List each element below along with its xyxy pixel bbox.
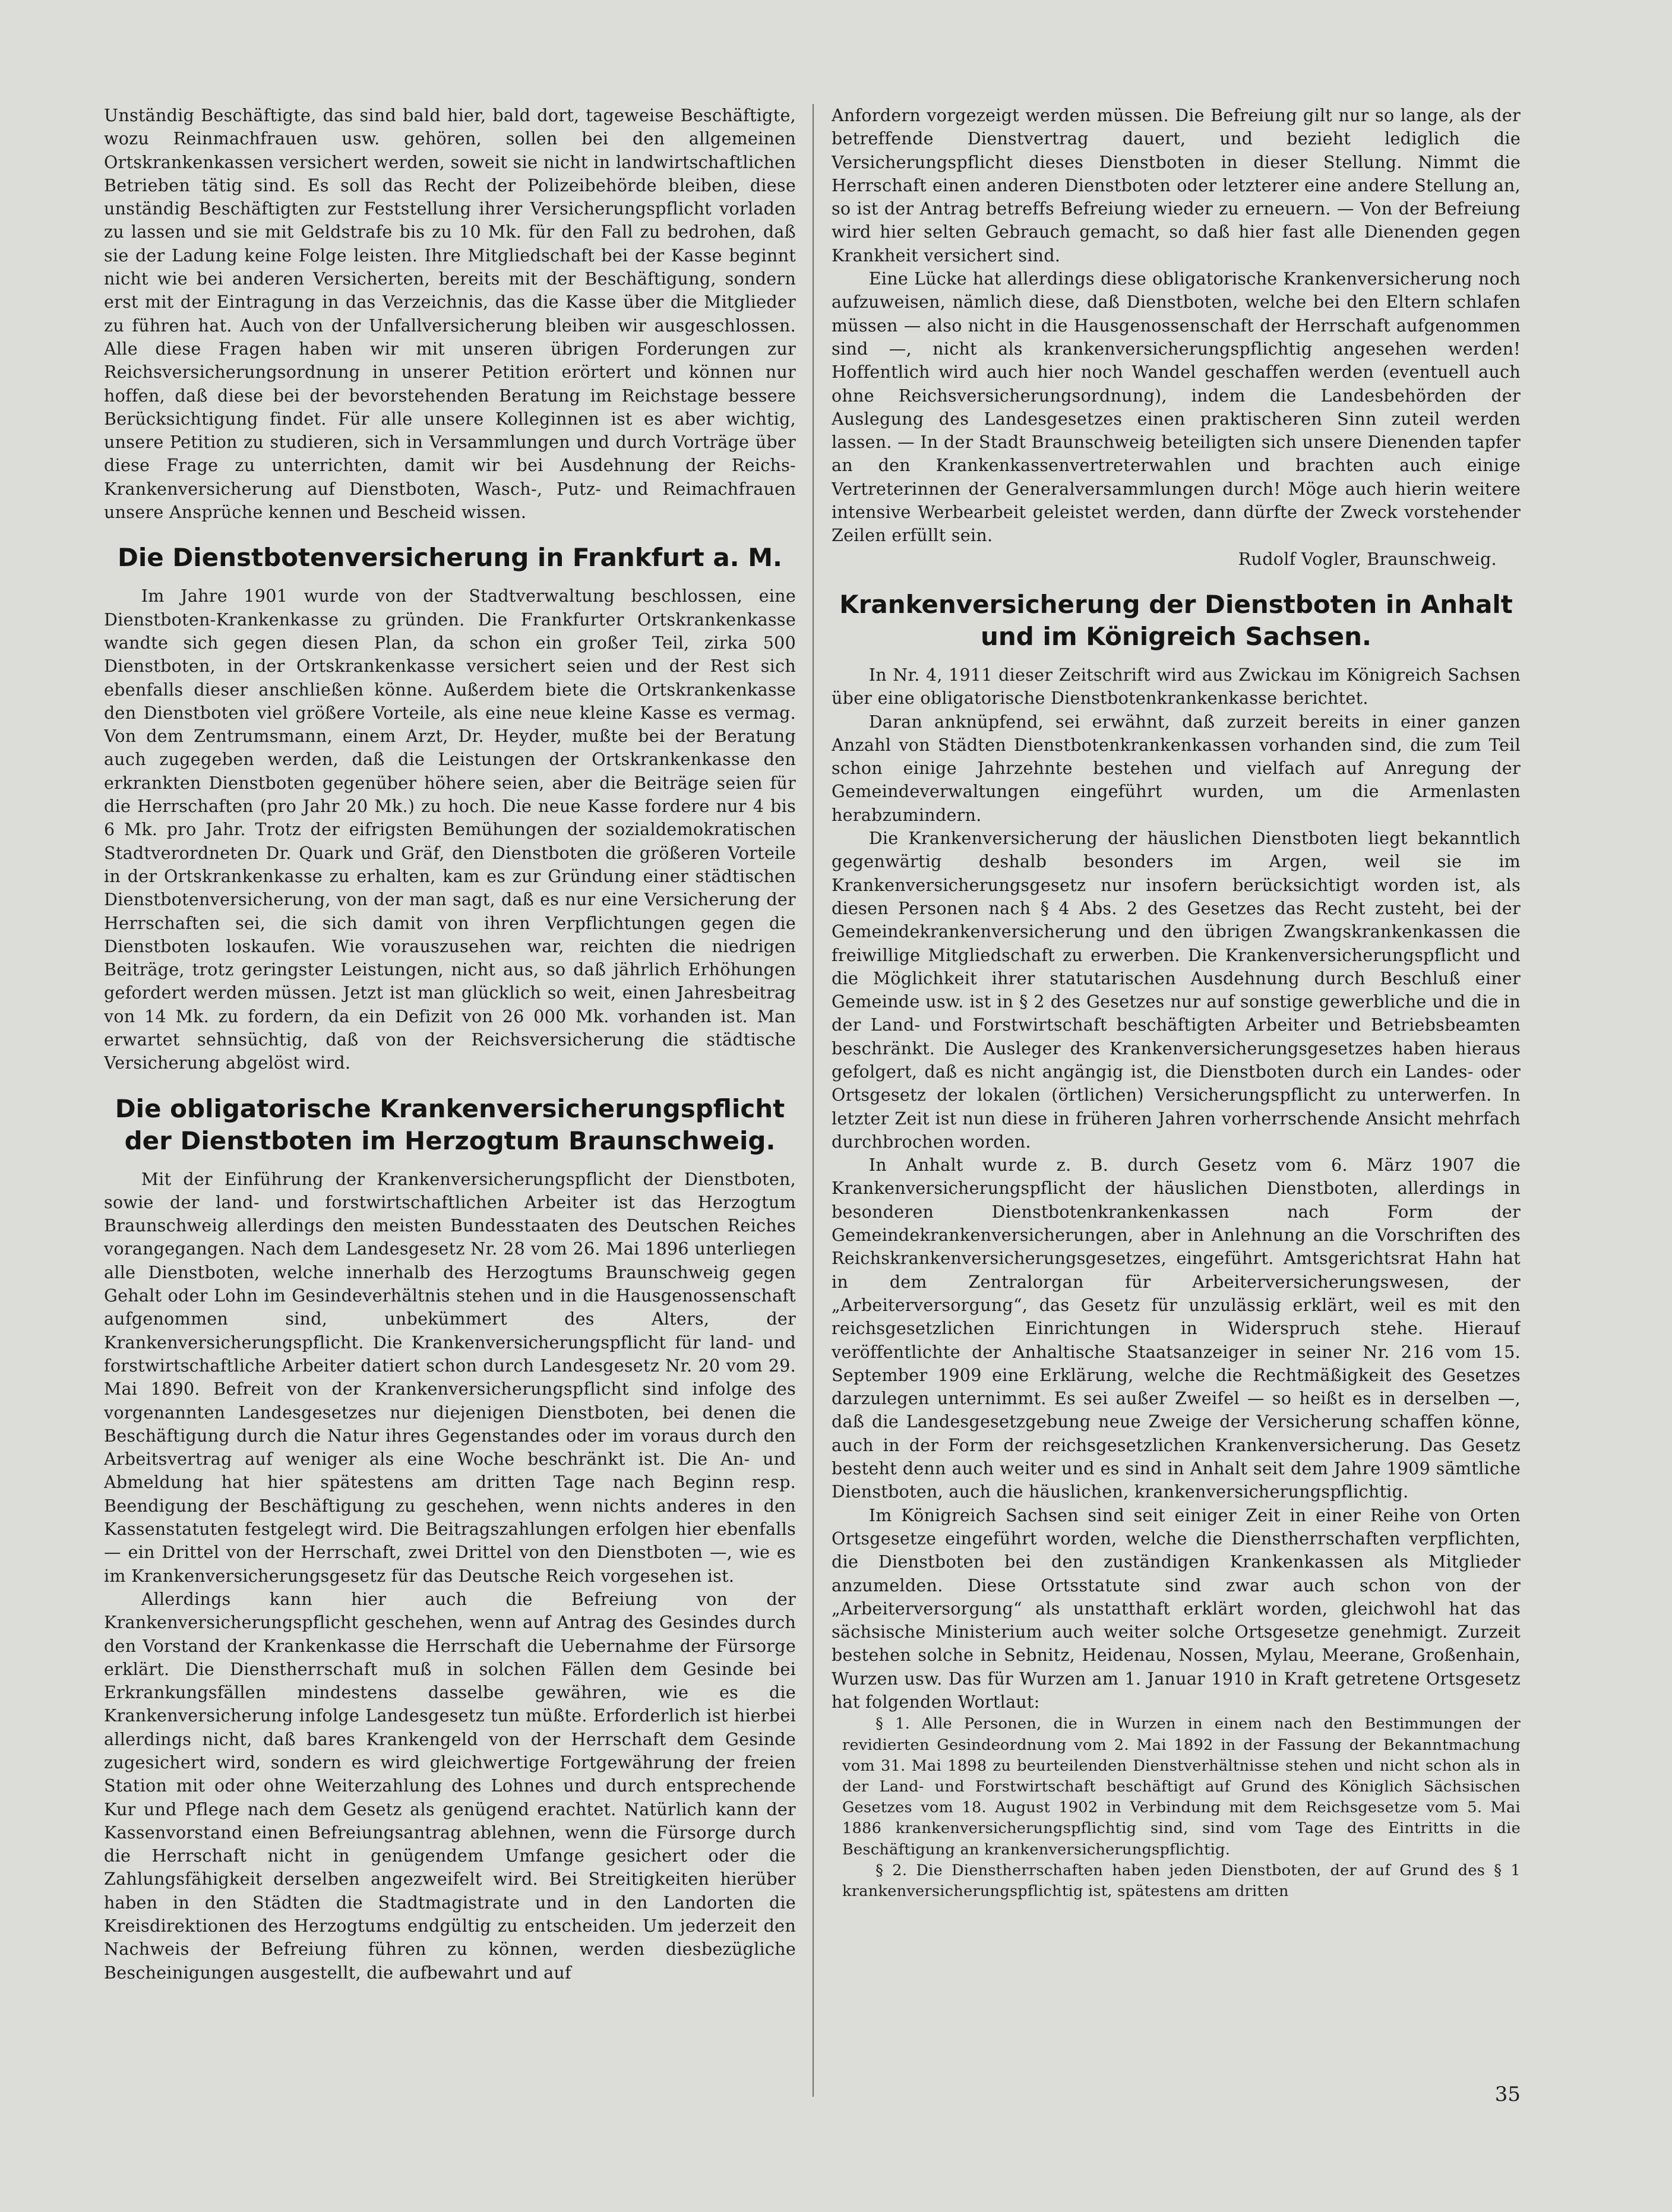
- page-number: 35: [1494, 2083, 1521, 2106]
- paragraph-braunschweig-3: Anfordern vorgezeigt werden müssen. Die Befreiung gilt nur so lange, als der betreffende Dienstvertrag dauert, und bezieht lediglich die Versicherungspflicht dieses Dienstboten in dieser Stellung. Nimmt die Herrschaft einen anderen Dienstboten oder letzterer eine andere Stellung an, so ist der Antrag betreffs Befreiung wieder zu erneuern. — Von der Befreiung wird hier selten Gebrauch gemacht, so daß hier fast alle Dienenden gegen Krankheit versichert sind.: [832, 106, 1521, 266]
- paragraph-frankfurt: Im Jahre 1901 wurde von der Stadtverwaltung beschlossen, eine Dienstboten-Krankenkasse zu gründen. Die Frankfurter Ortskrankenkasse wandte sich gegen diesen Plan, da schon ein großer Teil, zirka 500 Dienstboten, in der Ortskrankenkasse versichert seien und der Rest sich ebenfalls dieser anschließen könne. Außerdem biete die Ortskrankenkasse den Dienstboten viel größere Vorteile, als eine neue kleine Kasse es vermag. Von dem Zentrumsmann, einem Arzt, Dr. Heyder, mußte bei der Beratung auch zugegeben werden, daß die Leistungen der Ortskrankenkasse den erkrankten Dienstboten gegenüber höhere seien, aber die Beiträge seien für die Herrschaften (pro Jahr 20 Mk.) zu hoch. Die neue Kasse fordere nur 4 bis 6 Mk. pro Jahr. Trotz der eifrigsten Bemühungen der sozialdemokratischen Stadtverordneten Dr. Quark und Gräf, den Dienstboten die größeren Vorteile in der Ortskrankenkasse zu erhalten, kam es zur Gründung einer städtischen Dienstbotenversicherung, von der man sagt, daß es nur eine Versicherung der Herrschaften sei, die sich damit von ihren Verpflichtungen gegen die Dienstboten loskaufen. Wie vorauszusehen war, reichten die niedrigen Beiträge, trotz geringster Leistungen, nicht aus, so daß jährlich Erhöhungen gefordert werden müssen. Jetzt ist man glücklich so weit, einen Jahresbeitrag von 14 Mk. zu fordern, da ein Defizit von 26 000 Mk. vorhanden ist. Man erwartet sehnsüchtig, daß von der Reichsversicherung die städtische Versicherung abgelöst wird.: [104, 586, 796, 1073]
- law-paragraph-1: § 1. Alle Personen, die in Wurzen in einem nach den Bestimmungen der revidierten Gesindeordnung vom 2. Mai 1892 in der Fassung der Bekanntmachung vom 31. Mai 1898 zu beurteilenden Dienstverhältnisse stehen und nicht schon als in der Land- und Forstwirtschaft beschäftigt auf Grund des Königlich Sächsischen Gesetzes vom 18. August 1902 in Verbindung mit dem Reichsgesetze vom 5. Mai 1886 krankenversicherungspflichtig sind, sind vom Tage des Eintritts in die Beschäftigung an krankenversicherungspflichtig.: [842, 1715, 1521, 1859]
- law-paragraph-2: § 2. Die Dienstherrschaften haben jeden Dienstboten, der auf Grund des § 1 krankenversicherungspflichtig ist, spätestens am dritten: [842, 1861, 1521, 1900]
- paragraph-intro: Unständig Beschäftigte, das sind bald hier, bald dort, tageweise Beschäftigte, wozu Reinmachfrauen usw. gehören, sollen bei den allgemeinen Ortskrankenkassen versichert werden, soweit sie nicht in landwirtschaftlichen Betrieben tätig sind. Es soll das Recht der Polizeibehörde bleiben, diese unständig Beschäftigten zur Feststellung ihrer Versicherungspflicht vorladen zu lassen und sie mit Geldstrafe bis zu 10 Mk. für den Fall zu bedrohen, daß sie der Ladung keine Folge leisten. Ihre Mitgliedschaft bei der Kasse beginnt nicht wie bei anderen Versicherten, bereits mit der Beschäftigung, sondern erst mit der Eintragung in das Verzeichnis, das die Kasse über die Mitglieder zu führen hat. Auch von der Unfallversicherung bleiben wir ausgeschlossen. Alle diese Fragen haben wir mit unseren übrigen Forderungen zur Reichsversicherungsordnung in unserer Petition erörtert und können nur hoffen, daß diese bei der bevorstehenden Beratung im Reichstage bessere Berücksichtigung findet. Für alle unsere Kolleginnen ist es aber wichtig, unsere Petition zu studieren, sich in Versammlungen und durch Vorträge über diese Frage zu unterrichten, damit wir bei Ausdehnung der Reichs-Krankenversicherung auf Dienstboten, Wasch-, Putz- und Reimachfrauen unsere Ansprüche kennen und Bescheid wissen.: [104, 106, 796, 523]
- column-divider: [813, 104, 814, 2097]
- paragraph-braunschweig-2: Allerdings kann hier auch die Befreiung von der Krankenversicherungspflicht geschehen, wenn auf Antrag des Gesindes durch den Vorstand der Krankenkasse die Herrschaft die Uebernahme der Fürsorge erklärt. Die Dienstherrschaft muß in solchen Fällen dem Gesinde bei Erkrankungsfällen mindestens dasselbe gewähren, wie es die Krankenversicherung infolge Landesgesetz tun müßte. Erforderlich ist hierbei allerdings nicht, daß bares Krankengeld von der Herrschaft dem Gesinde zugesichert wird, sondern es wird gleichwertige Fortgewährung der freien Station mit oder ohne Weiterzahlung des Lohnes und durch entsprechende Kur und Pflege nach dem Gesetz als genügend erachtet. Natürlich kann der Kassenvorstand einen Befreiungsantrag ablehnen, wenn die Fürsorge durch die Herrschaft nicht in genügendem Umfange gesichert oder die Zahlungsfähigkeit derselben angezweifelt wird. Bei Streitigkeiten hierüber haben in den Städten die Stadtmagistrate und in den Landorten die Kreisdirektionen des Herzogtums endgültig zu entscheiden. Um jederzeit den Nachweis der Befreiung führen zu können, werden diesbezügliche Bescheinigungen ausgestellt, die aufbewahrt und auf: [104, 1589, 796, 1983]
- paragraph-sachsen-3: Die Krankenversicherung der häuslichen Dienstboten liegt bekanntlich gegenwärtig deshalb besonders im Argen, weil sie im Krankenversicherungsgesetz nur insofern berücksichtigt worden ist, als diesen Personen nach § 4 Abs. 2 des Gesetzes das Recht zusteht, bei der Gemeindekrankenversicherung und den übrigen Zwangskrankenkassen die freiwillige Mitgliedschaft zu erwerben. Die Krankenversicherungspflicht und die Möglichkeit ihrer statutarischen Ausdehnung durch Beschluß einer Gemeinde usw. ist in § 2 des Gesetzes nur auf sonstige gewerbliche und die in der Land- und Forstwirtschaft beschäftigten Arbeiter und Betriebsbeamten beschränkt. Die Ausleger des Krankenversicherungsgesetzes haben hieraus gefolgert, daß es nicht angängig ist, die Dienstboten durch ein Landes- oder Ortsgesetz der lokalen (örtlichen) Versicherungspflicht zu unterwerfen. In letzter Zeit ist nun diese in früheren Jahren vorherrschende Ansicht mehrfach durchbrochen worden.: [832, 829, 1521, 1152]
- author-signature: Rudolf Vogler, Braunschweig.: [1238, 549, 1497, 569]
- paragraph-braunschweig-4: Eine Lücke hat allerdings diese obligatorische Krankenversicherung noch aufzuweisen, nämlich diese, daß Dienstboten, welche bei den Eltern schlafen müssen — also nicht in die Hausgenossenschaft der Herrschaft aufgenommen sind —, nicht als krankenversicherungspflichtig angesehen werden! Hoffentlich wird auch hier noch Wandel geschaffen werden (eventuell auch ohne Reichsversicherungsordnung), indem die Landesbehörden der Auslegung des Landesgesetzes einen praktischeren Sinn zuteil werden lassen. — In der Stadt Braunschweig beteiligten sich unsere Dienenden tapfer an den Krankenkassenvertreterwahlen und brachten auch einige Vertreterinnen der Generalversammlungen durch! Möge auch hierin weitere intensive Werbearbeit geleistet werden, dann dürfte der Zweck vorstehender Zeilen erfüllt sein.: [832, 269, 1521, 546]
- paragraph-sachsen-5: Im Königreich Sachsen sind seit einiger Zeit in einer Reihe von Orten Ortsgesetze eingeführt worden, welche die Dienstherrschaften verpflichten, die Dienstboten bei den zuständigen Krankenkassen als Mitglieder anzumelden. Diese Ortsstatute sind zwar auch schon von der „Arbeiterversorgung“ als unstatthaft erklärt worden, gleichwohl hat das sächsische Ministerium auch weiter solche Ortsgesetze genehmigt. Zurzeit bestehen solche in Sebnitz, Heidenau, Nossen, Mylau, Meerane, Großenhain, Wurzen usw. Das für Wurzen am 1. Januar 1910 in Kraft getretene Ortsgesetz hat folgenden Wortlaut:: [832, 1505, 1521, 1712]
- left-column: [104, 104, 796, 2099]
- heading-frankfurt: Die Dienstbotenversicherung in Frankfurt a. M.: [118, 543, 782, 573]
- paragraph-sachsen-4: In Anhalt wurde z. B. durch Gesetz vom 6. März 1907 die Krankenversicherungspflicht der häuslichen Dienstboten, allerdings in besonderen Dienstbotenkrankenkassen nach Form der Gemeindekrankenversicherungen, aber in Anlehnung an die Vorschriften des Reichskrankenversicherungsgesetzes, eingeführt. Amtsgerichtsrat Hahn hat in dem Zentralorgan für Arbeiterversicherungswesen, der „Arbeiterversorgung“, das Gesetz für unzulässig erklärt, weil es mit den reichsgesetzlichen Einrichtungen in Widerspruch stehe. Hierauf veröffentlichte der Anhaltische Staatsanzeiger in seiner Nr. 216 vom 15. September 1909 eine Erklärung, welche die Rechtmäßigkeit des Gesetzes darzulegen unternimmt. Es sei außer Zweifel — so heißt es in derselben —, daß die Landesgesetzgebung neue Zweige der Versicherung schaffen könne, auch in der Form der reichsgesetzlichen Krankenversicherung. Das Gesetz besteht denn auch weiter und es sind in Anhalt seit dem Jahre 1909 sämtliche Dienstboten, auch die häuslichen, krankenversicherungspflichtig.: [832, 1155, 1521, 1502]
- paragraph-braunschweig-1: Mit der Einführung der Krankenversicherungspflicht der Dienstboten, sowie der land- und forstwirtschaftlichen Arbeiter ist das Herzogtum Braunschweig allerdings den meisten Bundesstaaten des Deutschen Reiches vorangegangen. Nach dem Landesgesetz Nr. 28 vom 26. Mai 1896 unterliegen alle Dienstboten, welche innerhalb des Herzogtums Braunschweig gegen Gehalt oder Lohn im Gesindeverhältnis stehen und in die Hausgenossenschaft aufgenommen sind, unbekümmert des Alters, der Krankenversicherungspflicht. Die Krankenversicherungspflicht für land- und forstwirtschaftliche Arbeiter datiert schon durch Landesgesetz Nr. 20 vom 29. Mai 1890. Befreit von der Krankenversicherungspflicht sind infolge des vorgenannten Landesgesetzes nur diejenigen Dienstboten, bei denen die Beschäftigung durch die Natur ihres Gegenstandes oder im voraus durch den Arbeitsvertrag auf weniger als eine Woche beschränkt ist. Die An- und Abmeldung hat hier spätestens am dritten Tage nach Beginn resp. Beendigung der Beschäftigung zu geschehen, wenn nichts anderes in den Kassenstatuten festgelegt wird. Die Beitragszahlungen erfolgen hier ebenfalls — ein Drittel von der Herrschaft, zwei Drittel von den Dienstboten —, wie es im Krankenversicherungsgesetz für das Deutsche Reich vorgesehen ist.: [104, 1169, 796, 1586]
- law-text: [832, 1714, 1521, 1902]
- paragraph-sachsen-1: In Nr. 4, 1911 dieser Zeitschrift wird aus Zwickau im Königreich Sachsen über eine obligatorische Dienstbotenkrankenkasse berichtet.: [832, 665, 1521, 709]
- heading-anhalt-sachsen: Krankenversicherung der Dienstboten in Anhalt und im Königreich Sachsen.: [839, 589, 1513, 651]
- paragraph-sachsen-2: Daran anknüpfend, sei erwähnt, daß zurzeit bereits in einer ganzen Anzahl von Städten Dienstbotenkrankenkassen vorhanden sind, die zum Teil schon einige Jahrzehnte bestehen und vielfach auf Anregung der Gemeindeverwaltungen eingeführt wurden, um die Armenlasten herabzumindern.: [832, 712, 1521, 825]
- right-column: [832, 104, 1521, 2099]
- heading-braunschweig: Die obligatorische Krankenversicherungspflicht der Dienstboten im Herzogtum Braunschweig.: [115, 1094, 785, 1155]
